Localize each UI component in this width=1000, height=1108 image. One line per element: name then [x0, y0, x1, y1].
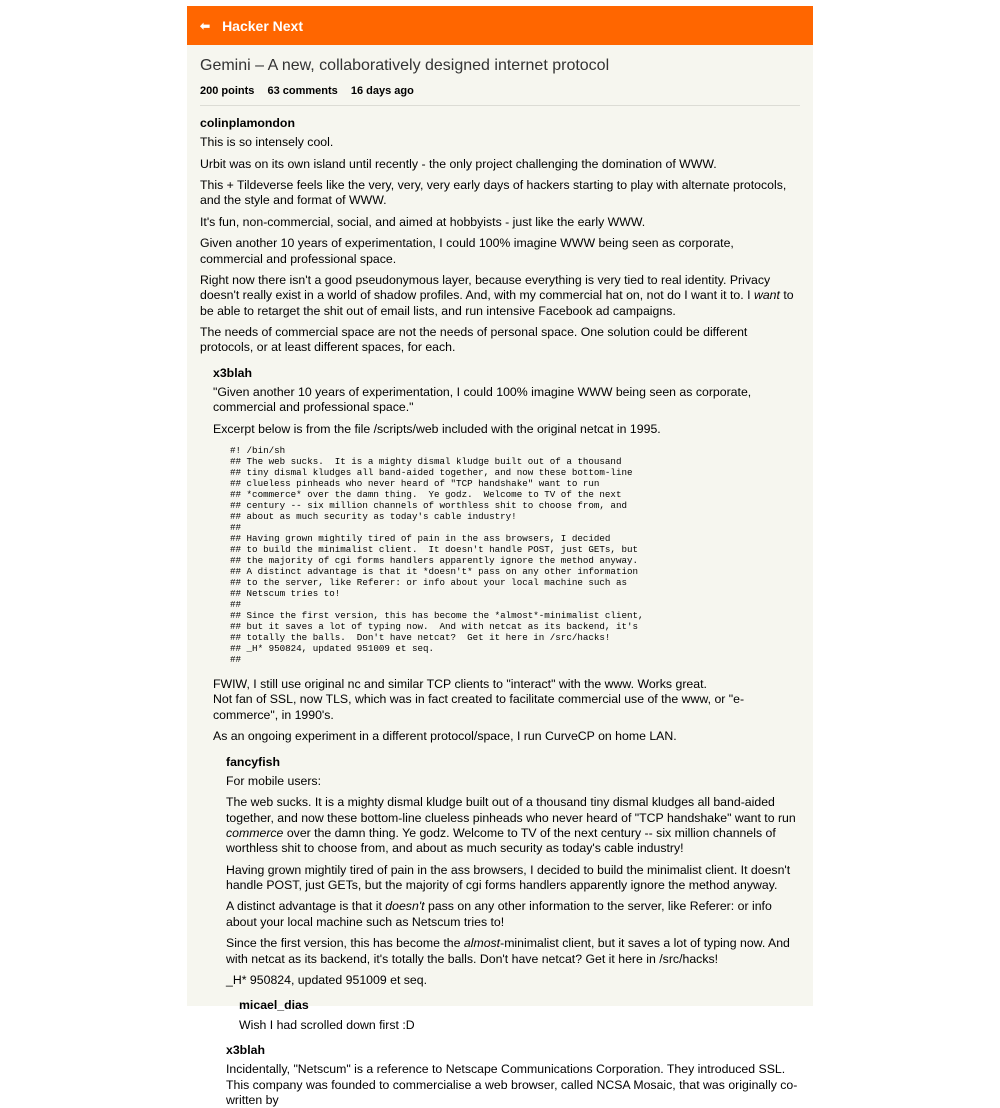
comments-link[interactable]: 63 comments: [267, 85, 338, 97]
comment-text: Incidentally, "Netscum" is a reference to Netscape Communications Corporation. They introduced SSL. This company was founded to commercialise a web browser, called NCSA Mosaic, that was originally co-written by: [226, 1062, 798, 1108]
comment-text-part: FWIW, I still use original nc and similar TCP clients to "interact" with the www. Works great.: [213, 677, 707, 692]
comment-text: Excerpt below is from the file /scripts/web included with the original netcat in 1995.: [213, 421, 661, 436]
comment-author[interactable]: fancyfish: [226, 754, 280, 769]
points-count: 200 points: [200, 85, 255, 97]
comment-text: For mobile users:: [226, 773, 321, 788]
brand-link[interactable]: Hacker Next: [222, 17, 303, 34]
comment-text: _H* 950824, updated 951009 et seq.: [226, 972, 428, 987]
emphasis-text: want: [753, 288, 780, 303]
comment-text: This + Tildeverse feels like the very, very, very early days of hackers starting to play with alternate protocols, and the style and format of WWW.: [200, 178, 787, 208]
story-header: [187, 45, 813, 106]
comment-author[interactable]: x3blah: [226, 1042, 265, 1057]
comment-text: The needs of commercial space are not the needs of personal space. One solution could be different protocols, or at least different spaces, for each.: [200, 324, 748, 355]
comment-reply: [239, 998, 800, 1033]
comment-text: [213, 677, 800, 723]
comment-text: Having grown mightily tired of pain in the ass browsers, I decided to build the minimalist client. It doesn't handle POST, just GETs, but the majority of cgi forms handlers apparently ignore the method anyway.: [226, 862, 791, 893]
comment-reply: [213, 366, 800, 1108]
emphasis-text: almost: [463, 936, 501, 951]
comment-text-part: Right now there isn't a good pseudonymous layer, because everything is very tied to real identity. Privacy doesn't really exist in a world of shadow profiles. And, with my commercial hat on, not do I want it to. I: [200, 272, 771, 303]
comment-text-part: Not fan of SSL, now TLS, which was in fact created to facilitate commercial use of the www, or "e-commerce", in 1990's.: [213, 692, 745, 722]
comment-text: This is so intensely cool.: [200, 135, 334, 150]
comment-text: It's fun, non-commercial, social, and aimed at hobbyists - just like the early WWW.: [200, 214, 646, 229]
emphasis-text: doesn't: [385, 899, 425, 914]
comment-text: [226, 936, 800, 967]
comment-text-part: Since the first version, this has become the: [226, 936, 461, 951]
page-container: [187, 6, 813, 1108]
comment-text: Given another 10 years of experimentation, I could 100% imagine WWW being seen as corporate, commercial and professional space.: [200, 236, 734, 266]
comment-reply: [226, 755, 800, 1033]
comment-text-part: -minimalist client, but it saves a lot of typing now. And with netcat as its backend, it's totally the balls. Don't have netcat? Get it here in /src/hacks!: [226, 936, 790, 966]
emphasis-text: commerce: [226, 825, 284, 840]
top-navbar: [187, 6, 813, 45]
comment-text: Wish I had scrolled down first :D: [239, 1017, 415, 1032]
code-block: #! /bin/sh ## The web sucks. It is a mighty dismal kludge built out of a thousand ## tiny dismal kludges all band-aided together, and now these bottom-line ## clueless pinheads who never heard of "TCP handshake" want to run ## *commerce* over the damn thing. Ye godz. Welcome to TV of the next ## century -- six million channels of worthless shit to choose from, and ## about as much security as today's cable industry! ## ## Having grown mightily tired of pain in the ass browsers, I decided ## to build the minimalist client. It doesn't handle POST, just GETs, but ## the majority of cgi forms handlers apparently ignore the method anyway. ## A distinct advantage is that it *doesn't* pass on any other information ## to the server, like Referer: or info about your local machine such as ## Netscum tries to! ## ## Since the first version, this has become the *almost*-minimalist client, ## but it saves a lot of typing now. And with netcat as its backend, it's ## totally the balls. Don't have netcat? Get it here in /src/hacks! ## _H* 950824, updated 951009 et seq. ##: [230, 445, 644, 666]
story-meta: [200, 85, 800, 106]
comment-author[interactable]: micael_dias: [239, 998, 309, 1013]
comment-text-part: The web sucks. It is a mighty dismal kludge built out of a thousand tiny dismal kludges all band-aided together, and now these bottom-line clueless pinheads who never heard of "TCP handshake" want to run: [226, 795, 796, 825]
back-arrow-icon[interactable]: ⬅: [200, 18, 211, 33]
comment-text: As an ongoing experiment in a different protocol/space, I run CurveCP on home LAN.: [213, 729, 677, 744]
comment-text: Urbit was on its own island until recently - the only project challenging the domination of WWW.: [200, 156, 717, 171]
comment-reply: [226, 1043, 800, 1108]
comment-author[interactable]: x3blah: [213, 365, 252, 380]
story-title[interactable]: Gemini – A new, collaboratively designed internet protocol: [200, 57, 610, 74]
comment-text: "Given another 10 years of experimentation, I could 100% imagine WWW being seen as corporate, commercial and professional space.": [213, 385, 752, 415]
comment: [200, 116, 800, 1108]
comment-text-part: A distinct advantage is that it: [226, 899, 382, 914]
comment-thread: [187, 116, 813, 1108]
comment-text-part: over the damn thing. Ye godz. Welcome to TV of the next century -- six million channels of worthless shit to choose from, and about as much security as today's cable industry!: [226, 825, 776, 856]
comment-text-part: pass on any other information to the server, like Referer: or info about your local machine such as Netscum tries to!: [226, 899, 772, 929]
comment-text: [226, 795, 800, 856]
comment-text-part: to be able to retarget the shit out of email lists, and run intensive Facebook ad campaigns.: [200, 288, 794, 318]
comment-text: [200, 273, 800, 319]
comment-text: [226, 899, 800, 930]
comment-author[interactable]: colinplamondon: [200, 116, 295, 130]
story-age[interactable]: 16 days ago: [350, 85, 414, 97]
